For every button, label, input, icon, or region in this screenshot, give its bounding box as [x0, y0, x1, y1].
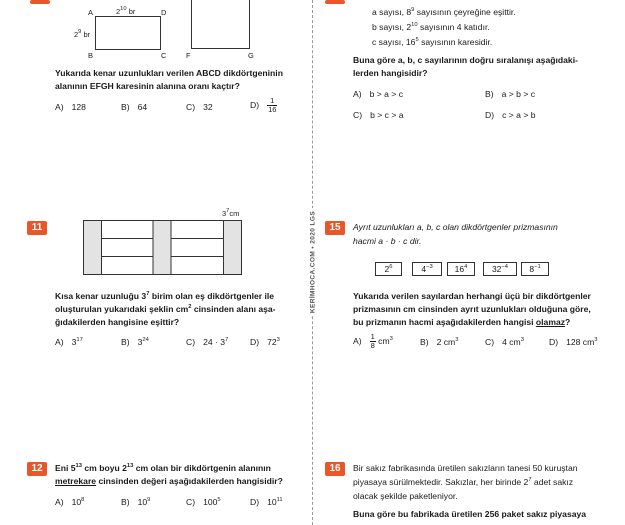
- number-box: $32^{-4}$: [483, 262, 517, 276]
- question-text-line: Bir sakız fabrikasında üretilen sakızların tanesi 50 kuruştan: [353, 463, 578, 473]
- question-number-badge-cut: [325, 0, 345, 4]
- option-D[interactable]: D) c > a > b: [485, 110, 536, 120]
- option-A[interactable]: A) b > a > c: [353, 89, 404, 99]
- question-text-line: lerden hangisidir?: [353, 68, 428, 78]
- option-D[interactable]: D) 128 $cm^3$: [549, 337, 598, 347]
- question-number-12: 12: [27, 462, 47, 476]
- label-G: G: [248, 51, 254, 60]
- option-D[interactable]: D) $\frac{1}{16}$: [250, 96, 277, 114]
- option-D[interactable]: D) $10^{11}$: [250, 497, 283, 507]
- dimension-label: $3^7cm$: [222, 208, 240, 218]
- question-text-line: bu prizmanın hacmi aşağıdakilerden hangisi olamaz?: [353, 317, 571, 327]
- option-A[interactable]: A) 128: [55, 102, 86, 112]
- option-C[interactable]: C) b > c > a: [353, 110, 404, 120]
- option-C[interactable]: C) 4 $cm^3$: [485, 337, 524, 347]
- question-text-line: Ayrıt uzunlukları a, b, c olan dikdörtgenler prizmasının: [353, 222, 558, 232]
- question-text-line: Kısa kenar uzunluğu $3^7$ birim olan eş dikdörtgenler ile: [55, 291, 275, 301]
- option-B[interactable]: B) 2 $cm^3$: [420, 337, 459, 347]
- number-box: $4^{-3}$: [412, 262, 442, 276]
- label-A: A: [88, 8, 94, 17]
- number-box: $2^6$: [375, 262, 402, 276]
- question-text-line: metrekare cinsinden değeri aşağıdakilerden hangisidir?: [55, 476, 283, 486]
- rectangle-ABCD: [95, 16, 161, 50]
- option-A[interactable]: A) $3^{17}$: [55, 337, 83, 347]
- question-number-16: 16: [325, 462, 345, 476]
- option-C[interactable]: C) 32: [186, 102, 213, 112]
- rectangles-figure: [83, 220, 243, 276]
- label-D: D: [161, 8, 167, 17]
- question-number-15: 15: [325, 221, 345, 235]
- option-B[interactable]: B) 64: [121, 102, 148, 112]
- option-C[interactable]: C) $100^5$: [186, 497, 221, 507]
- question-text-line: alanının EFGH karesinin alanına oranı kaçtır?: [55, 81, 240, 91]
- question-text-line: oluşturulan yukarıdaki şeklin $cm^2$ cinsinden alanı aşa-: [55, 304, 276, 314]
- question-text-line: Yukarıda verilen sayılardan herhangi üçü bir dikdörtgenler: [353, 291, 591, 301]
- number-box: $16^4$: [447, 262, 475, 276]
- side-length-label: $2^9$ br: [74, 29, 91, 39]
- divider-watermark: KERİMHOCA.COM • 2020 LGS: [310, 208, 317, 316]
- option-C[interactable]: C) $24 \cdot 3^7$: [186, 337, 229, 347]
- number-box: $8^{-1}$: [521, 262, 549, 276]
- question-text-line: piyasaya sürülmektedir. Sakızlar, her birinde $2^7$ adet sakız: [353, 477, 574, 487]
- question-text-line: Buna göre a, b, c sayılarının doğru sıralanışı aşağıdaki-: [353, 55, 578, 65]
- label-B: B: [88, 51, 94, 60]
- question-text-line: olacak şekilde paketleniyor.: [353, 491, 458, 501]
- option-B[interactable]: B) a > b > c: [485, 89, 536, 99]
- statement-b: b sayısı, $2^{10}$ sayısının 4 katıdır.: [372, 22, 490, 32]
- option-D[interactable]: D) $72^3$: [250, 337, 280, 347]
- square-EFGH: [191, 0, 250, 49]
- option-A[interactable]: A) $10^8$: [55, 497, 85, 507]
- statement-a: a sayısı, $8^9$ sayısının çeyreğine eşittir.: [372, 7, 516, 17]
- option-B[interactable]: B) $3^{24}$: [121, 337, 149, 347]
- question-number-11: 11: [27, 221, 47, 235]
- option-A[interactable]: A) $\frac{1}{8}$ $cm^3$: [353, 332, 393, 350]
- label-C: C: [161, 51, 167, 60]
- question-number-badge-cut: [30, 0, 50, 4]
- question-text-line: Eni $5^{13}$ cm boyu $2^{13}$ cm olan bir dikdörtgenin alanının: [55, 463, 271, 473]
- label-F: F: [186, 51, 191, 60]
- question-text-line: hacmi a · b · c dir.: [353, 236, 422, 246]
- option-B[interactable]: B) $10^9$: [121, 497, 151, 507]
- question-text-line: prizmasının cm cinsinden ayrıt uzunlukları olduğuna göre,: [353, 304, 591, 314]
- question-text-line: Yukarıda kenar uzunlukları verilen ABCD dikdörtgeninin: [55, 68, 283, 78]
- top-length-label: $2^{10}$ br: [116, 6, 136, 16]
- statement-c: c sayısı, $16^5$ sayısının karesidir.: [372, 37, 493, 47]
- question-text-line: Buna göre bu fabrikada üretilen 256 paket sakız piyasaya: [353, 509, 587, 519]
- question-text-line: ğıdakilerden hangisine eşittir?: [55, 317, 180, 327]
